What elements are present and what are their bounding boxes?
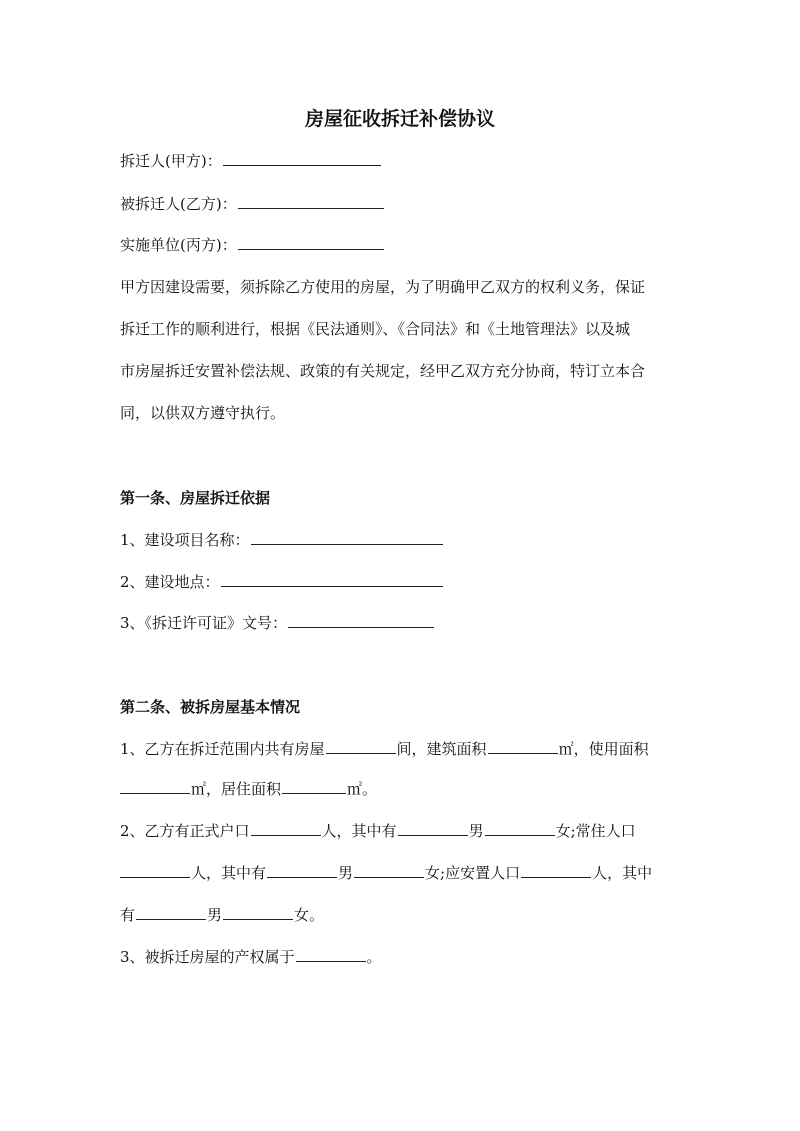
party-b-label: 被拆迁人(乙方)： [120,195,237,213]
text-segment: 人，其中有 [191,864,267,882]
text-segment: 1、乙方在拆迁范围内共有房屋 [120,740,325,758]
registered-female-blank[interactable] [485,821,555,836]
text-segment: 女;常住人口 [555,822,636,840]
text-segment: 人，其中 [592,864,653,882]
party-a-blank[interactable] [223,151,381,166]
registered-count-blank[interactable] [251,821,321,836]
text-segment: ㎡，居住面积 [191,780,282,798]
text-segment: 男 [338,864,354,882]
text-segment: 3、被拆迁房屋的产权属于 [120,948,295,966]
registered-male-blank[interactable] [398,821,468,836]
resettle-count-blank[interactable] [521,863,591,878]
rooms-blank[interactable] [326,739,396,754]
party-c-label: 实施单位(丙方)： [120,236,237,254]
location-label: 2、建设地点： [120,573,220,591]
article1-item3 [120,612,690,634]
article2-heading: 第二条、被拆房屋基本情况 [120,698,301,716]
text-segment: 男 [468,822,484,840]
text-segment: 间，建筑面积 [396,740,487,758]
party-c-blank[interactable] [238,235,384,250]
location-blank[interactable] [221,572,443,587]
preamble-line: 拆迁工作的顺利进行，根据《民法通则》、《合同法》和《土地管理法》以及城 [120,320,631,338]
text-segment: 女;应安置人口 [425,864,521,882]
document-title: 房屋征收拆迁补偿协议 [304,108,495,130]
text-segment: 男 [207,906,223,924]
party-a-line [120,150,690,172]
party-b-blank[interactable] [238,194,384,209]
ownership-blank[interactable] [296,947,366,962]
text-segment: 。 [366,948,382,966]
resettle-male-blank[interactable] [136,905,206,920]
permit-blank[interactable] [288,613,434,628]
party-b-line [120,193,690,215]
text-segment: 女。 [294,906,325,924]
building-area-blank[interactable] [488,739,558,754]
resettle-female-blank[interactable] [223,905,293,920]
text-segment: 有 [120,906,136,924]
living-area-blank[interactable] [282,779,346,794]
article1-item2 [120,571,690,593]
usable-area-blank[interactable] [120,779,190,794]
resident-male-blank[interactable] [267,863,337,878]
text-segment: 2、乙方有正式户口 [120,822,250,840]
article1-heading: 第一条、房屋拆迁依据 [120,489,271,507]
article2-line [120,946,690,968]
project-name-label: 1、建设项目名称： [120,531,250,549]
preamble-line: 甲方因建设需要，须拆除乙方使用的房屋，为了明确甲乙双方的权利义务，保证 [120,278,646,296]
article2-line [120,778,690,800]
preamble-line: 市房屋拆迁安置补偿法规、政策的有关规定，经甲乙双方充分协商，特订立本合 [120,362,646,380]
resident-female-blank[interactable] [354,863,424,878]
article2-line [120,820,690,842]
text-segment: ㎡。 [347,780,378,798]
article1-item1 [120,529,690,551]
party-a-label: 拆迁人(甲方)： [120,152,222,170]
resident-count-blank[interactable] [120,863,190,878]
text-segment: ㎡，使用面积 [558,740,649,758]
article2-line [120,862,690,884]
article2-line [120,738,690,760]
permit-label: 3、《拆迁许可证》文号： [120,614,288,632]
article2-line [120,904,690,926]
text-segment: 人，其中有 [321,822,397,840]
party-c-line [120,234,690,256]
project-name-blank[interactable] [251,530,443,545]
preamble-line: 同，以供双方遵守执行。 [120,404,286,422]
